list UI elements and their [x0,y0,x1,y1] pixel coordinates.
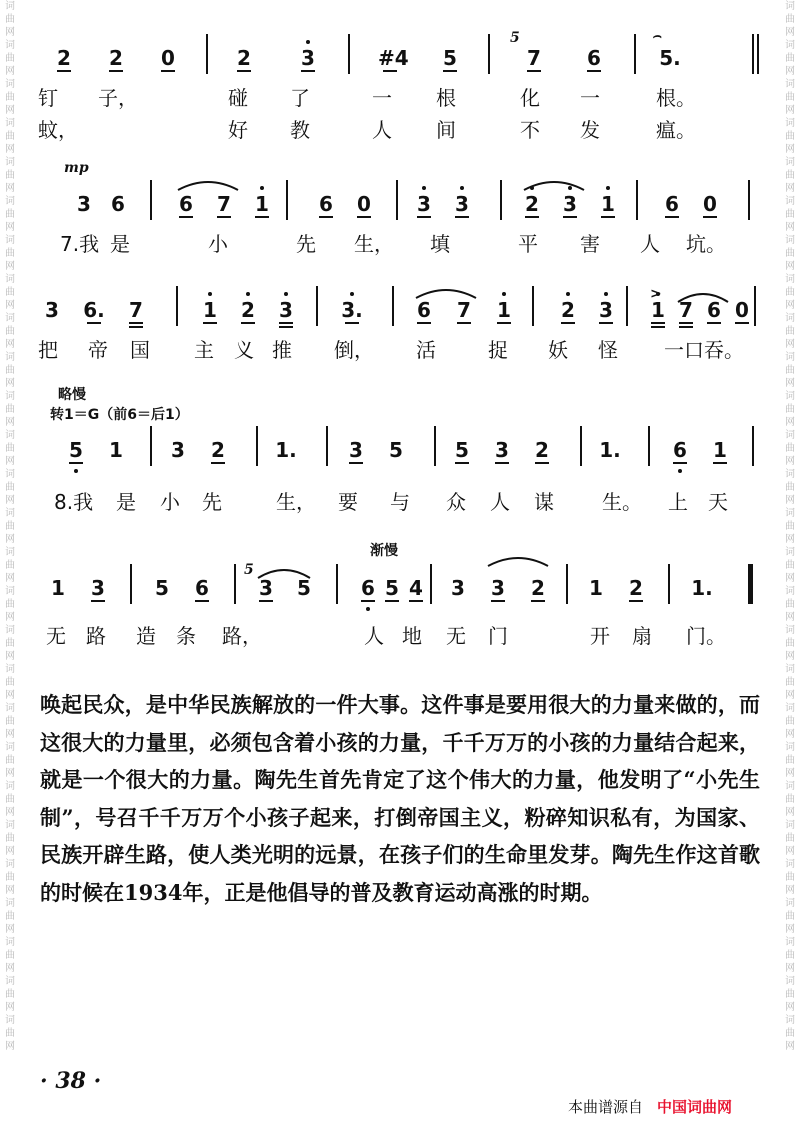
note: 1 [109,438,123,462]
barline [286,180,288,220]
note: 6 [668,438,692,462]
lyric: 根。 [656,86,696,110]
barline [748,180,750,220]
note: 5 [297,576,311,600]
lyric: 众 [446,490,466,514]
note: 3 [296,46,320,70]
barline [396,180,398,220]
dynamic-mark: mp [64,160,89,176]
lyric: 化 [520,86,540,110]
note: 0 [735,298,749,322]
lyric: 小 [160,490,180,514]
lyric-verse-2: 发 [580,118,600,142]
note: 1 [250,192,274,216]
note: 3 [45,298,59,322]
lyric: 平 [518,232,538,256]
note: 6 [195,576,209,600]
barline [326,426,328,466]
note: 2 [236,298,260,322]
barline [430,564,432,604]
lyric: 一口吞。 [664,338,744,362]
final-barline [748,564,753,604]
note: 5 [443,46,457,70]
lyric: 无 [46,624,66,648]
barline [580,426,582,466]
lyric: 人 [490,490,510,514]
note: 2 [629,576,643,600]
barline [648,426,650,466]
lyric: 推 [272,338,292,362]
grace-mark: 5 [244,562,254,578]
lyric: 扇 [632,624,652,648]
note: 1 [492,298,516,322]
slur [676,290,730,304]
lyric: 与 [390,490,410,514]
barline [336,564,338,604]
commentary-text [40,686,760,911]
key-change-label: 转1＝G（前6＝后1） [50,407,189,423]
note: 5 [64,438,88,462]
lyric: 无 [446,624,466,648]
slur [256,566,312,580]
watermark-right: 词曲网词曲网词曲网词曲网词曲网词曲网词曲网词曲网词曲网词曲网词曲网词曲网词曲网词曲网词曲网词曲网词曲网词曲网词曲网词曲网词曲网词曲网词曲网词曲网词曲网词曲网词曲网 [785,1,795,1052]
barline [150,180,152,220]
lyric-verse-2: 人 [372,118,392,142]
note: 3 [451,576,465,600]
note: 6 [356,576,380,600]
note: 2 [57,46,71,70]
lyric: 帝 [88,338,108,362]
lyric-verse-2: 不 [520,118,540,142]
barline [176,286,178,326]
note: 3 [594,298,618,322]
lyric: 开 [590,624,610,648]
lyric: 了 [290,86,310,110]
note: 3 [349,438,363,462]
note: 1. [275,438,297,462]
lyric: 生。 [602,490,642,514]
source-credit [568,1096,732,1117]
lyric: 国 [130,338,150,362]
lyric: 义 [234,338,254,362]
note: 3 [558,192,582,216]
source-label: 本曲谱源自 [568,1098,644,1116]
note: 7 [124,298,148,322]
lyric: 是 [116,490,136,514]
grace-mark: 5 [510,30,520,46]
note: 7 [527,46,541,70]
note: 3 [274,298,298,322]
barline [256,426,258,466]
slur [486,554,550,568]
lyric: 坑。 [686,232,726,256]
barline [316,286,318,326]
grace-mark: > [650,286,662,302]
slur [176,178,240,192]
note: 2 [556,298,580,322]
lyric: 8.我 [54,490,94,514]
note: 2 [531,576,545,600]
lyric: 妖 [548,338,568,362]
lyric: 填 [430,232,450,256]
lyric: 子， [98,86,138,110]
barline [500,180,502,220]
tempo-jianman: 渐慢 [370,543,398,559]
lyric: 生， [354,232,394,256]
lyric: 把 [38,338,58,362]
lyric: 人 [640,232,660,256]
note: #4 [378,46,409,70]
note: 6 [417,298,431,322]
note: 3 [491,576,505,600]
barline [130,564,132,604]
lyric: 路 [86,624,106,648]
lyric: 一 [580,86,600,110]
note: 3 [450,192,474,216]
note: 6 [665,192,679,216]
note: 4 [409,576,423,600]
lyric: 小 [208,232,228,256]
note: 1. [691,576,713,600]
note: 0 [703,192,717,216]
note: 6 [179,192,193,216]
note: 6 [587,46,601,70]
note: 2 [535,438,549,462]
note: 3. [340,298,364,322]
note: 5 [389,438,403,462]
note: 1 [646,298,670,322]
page-number: · 38 · [40,1068,102,1094]
note: 3 [77,192,91,216]
note: 3 [495,438,509,462]
note: 3 [171,438,185,462]
note: 6 [707,298,721,322]
lyric-verse-2: 瘟。 [656,118,696,142]
lyric: 怪 [598,338,618,362]
note: 7 [674,298,698,322]
note: 5 [455,438,469,462]
lyric: 活 [416,338,436,362]
lyric: 根 [436,86,456,110]
watermark-left: 词曲网词曲网词曲网词曲网词曲网词曲网词曲网词曲网词曲网词曲网词曲网词曲网词曲网词曲网词曲网词曲网词曲网词曲网词曲网词曲网词曲网词曲网词曲网词曲网词曲网词曲网词曲网 [5,1,15,1052]
note: 1 [198,298,222,322]
lyric: 先 [202,490,222,514]
tempo-lueman: 略慢 [58,387,86,403]
note: 2 [237,46,251,70]
note: 5 [155,576,169,600]
barline [626,286,628,326]
note: 6. [83,298,105,322]
lyric: 一 [372,86,392,110]
note: 2 [109,46,123,70]
note: 1 [589,576,603,600]
barline [668,564,670,604]
lyric: 生， [276,490,316,514]
note: 3 [412,192,436,216]
lyric: 人 [364,624,384,648]
barline [434,426,436,466]
source-site-link[interactable]: 中国词曲网 [657,1098,733,1116]
slur [522,178,586,192]
note: 2 [211,438,225,462]
note: 3 [259,576,273,600]
note: 0 [357,192,371,216]
lyric: 门。 [686,624,726,648]
lyric: 钉 [38,86,58,110]
lyric: 地 [402,624,422,648]
note: 6 [319,192,333,216]
barline [234,564,236,604]
lyric: 7.我 [60,232,100,256]
barline [532,286,534,326]
lyric: 谋 [534,490,554,514]
barline [150,426,152,466]
barline [752,426,754,466]
note: 1 [596,192,620,216]
lyric: 要 [338,490,358,514]
lyric: 路， [222,624,262,648]
lyric-verse-2: 间 [436,118,456,142]
note: 1. [599,438,621,462]
note: 7 [457,298,471,322]
note: 1 [51,576,65,600]
note: 6 [111,192,125,216]
lyric-verse-2: 蚊， [38,118,78,142]
note: 2 [520,192,544,216]
note: 1 [713,438,727,462]
note: 3 [91,576,105,600]
note: 0 [161,46,175,70]
lyric: 条 [176,624,196,648]
lyric-verse-2: 教 [290,118,310,142]
lyric: 造 [136,624,156,648]
lyric: 先 [296,232,316,256]
slur [414,286,478,300]
lyric: 上 [668,490,688,514]
commentary-paragraph: 唤起民众，是中华民族解放的一件大事。这件事是要用很大的力量来做的，而这很大的力量里，必须包含着小孩的力量，千千万万的小孩的力量结合起来，就是一个很大的力量。陶先生首先肯定了这个伟大的力量，他发明了“小先生制”，号召千千万万个小孩子起来，打倒帝国主义，粉碎知识私有，为国家、民族开辟生路，使人类光明的远景，在孩子们的生命里发芽。陶先生作这首歌的时候在1934年，正是他倡导的普及教育运动高涨的时期。 [40,692,760,905]
barline [566,564,568,604]
barline [392,286,394,326]
lyric: 门 [488,624,508,648]
lyric: 是 [110,232,130,256]
lyric: 碰 [228,86,248,110]
note: 5. [659,46,681,70]
barline [754,286,756,326]
grace-mark: ⌢ [652,28,662,44]
lyric: 捉 [488,338,508,362]
barline [636,180,638,220]
lyric: 天 [708,490,728,514]
lyric-verse-2: 好 [228,118,248,142]
lyric: 倒， [334,338,374,362]
lyric: 害 [580,232,600,256]
note: 7 [217,192,231,216]
lyric: 主 [194,338,214,362]
note: 5 [385,576,399,600]
